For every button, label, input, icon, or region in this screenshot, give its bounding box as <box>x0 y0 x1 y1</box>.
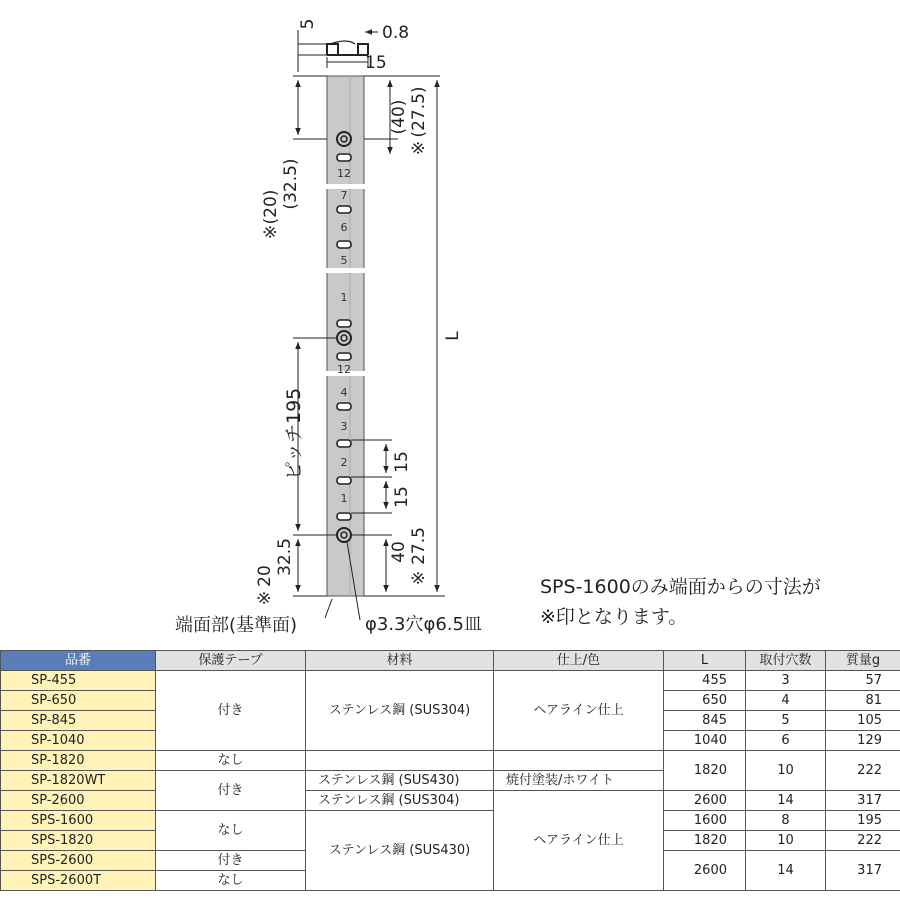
part-number: SP-1040 <box>1 731 156 751</box>
length-cell: 2600 <box>664 791 746 811</box>
dim-pitch: ピッチ195 <box>283 387 305 481</box>
part-number: SP-2600 <box>1 791 156 811</box>
holes-cell: 5 <box>746 711 826 731</box>
mass-cell: 222 <box>826 751 900 791</box>
header-tape: 保護テープ <box>156 651 306 671</box>
dim-first-hole-main: (32.5) <box>281 158 301 210</box>
note-line-1: SPS-1600のみ端面からの寸法が <box>540 576 821 598</box>
holes-cell: 14 <box>746 851 826 891</box>
slot-number: 1 <box>340 291 348 304</box>
finish-cell: ヘアライン仕上 <box>494 791 664 891</box>
tape-cell: なし <box>156 751 306 771</box>
part-number: SP-455 <box>1 671 156 691</box>
dim-bottom-left-main: 32.5 <box>275 538 295 576</box>
holes-cell: 3 <box>746 671 826 691</box>
length-cell: 2600 <box>664 851 746 891</box>
dim-length: L <box>443 331 463 341</box>
part-number: SP-650 <box>1 691 156 711</box>
dim-top-main: (27.5) <box>409 86 429 138</box>
mass-cell: 81 <box>826 691 900 711</box>
holes-cell: 10 <box>746 831 826 851</box>
table-row <box>1 791 900 811</box>
header-part-number: 品番 <box>1 651 156 671</box>
length-cell: 1820 <box>664 751 746 791</box>
tape-cell: 付き <box>156 671 306 751</box>
material-cell <box>306 751 494 771</box>
holes-cell: 8 <box>746 811 826 831</box>
holes-cell: 10 <box>746 751 826 791</box>
note-line-2: ※印となります。 <box>540 606 688 628</box>
mass-cell: 105 <box>826 711 900 731</box>
slot-number: 3 <box>340 420 348 433</box>
header-material: 材料 <box>306 651 494 671</box>
length-cell: 845 <box>664 711 746 731</box>
finish-cell: 焼付塗装/ホワイト <box>494 771 664 791</box>
part-number: SPS-2600 <box>1 851 156 871</box>
header-finish: 仕上/色 <box>494 651 664 671</box>
slot-number: 7 <box>340 189 348 202</box>
length-cell: 650 <box>664 691 746 711</box>
part-number: SP-1820WT <box>1 771 156 791</box>
part-number: SPS-1600 <box>1 811 156 831</box>
dim-top-mark: ※ <box>409 140 429 156</box>
header-length: L <box>664 651 746 671</box>
end-face-label: 端面部(基準面) <box>175 615 298 636</box>
mass-cell: 317 <box>826 851 900 891</box>
mass-cell: 57 <box>826 671 900 691</box>
header-holes: 取付穴数 <box>746 651 826 671</box>
length-cell: 1600 <box>664 811 746 831</box>
material-cell: ステンレス鋼 (SUS430) <box>306 771 494 791</box>
dimension-note <box>540 572 821 632</box>
material-cell: ステンレス鋼 (SUS304) <box>306 791 494 811</box>
dim-bottom-right-alt: 27.5 <box>409 527 429 565</box>
dim-slot-depth: 5 <box>298 18 318 30</box>
slot-number: 12 <box>337 167 351 180</box>
part-number: SP-1820 <box>1 751 156 771</box>
mass-cell: 222 <box>826 831 900 851</box>
length-cell: 1820 <box>664 831 746 851</box>
slot-number: 1 <box>340 492 348 505</box>
table-row <box>1 671 900 691</box>
dim-first-hole-mark: ※ <box>261 224 281 240</box>
dim-width: 15 <box>365 53 387 73</box>
dim-slot-pitch-b: 15 <box>392 486 412 508</box>
dim-thickness: 0.8 <box>382 23 410 43</box>
dim-bottom-left-alt: 20 <box>255 565 275 587</box>
finish-cell <box>494 751 664 771</box>
table-row <box>1 811 900 831</box>
tape-cell: なし <box>156 811 306 851</box>
dim-bottom-right-main: 40 <box>389 541 409 563</box>
slot-number: 6 <box>340 221 348 234</box>
spec-table <box>0 650 900 891</box>
dim-slot-pitch-a: 15 <box>392 451 412 473</box>
hole-label: φ3.3穴φ6.5皿 <box>365 614 482 635</box>
dim-bottom-right-mark: ※ <box>409 570 429 586</box>
slot-number: 12 <box>337 363 351 376</box>
dim-top-alt: (40) <box>389 99 409 135</box>
holes-cell: 14 <box>746 791 826 811</box>
length-cell: 455 <box>664 671 746 691</box>
part-number: SPS-2600T <box>1 871 156 891</box>
mass-cell: 129 <box>826 731 900 751</box>
material-cell: ステンレス鋼 (SUS304) <box>306 671 494 751</box>
tape-cell: 付き <box>156 851 306 871</box>
tape-cell: 付き <box>156 771 306 811</box>
length-cell: 1040 <box>664 731 746 751</box>
rail-cross-section <box>327 41 368 55</box>
slot-number: 2 <box>340 456 348 469</box>
finish-cell: ヘアライン仕上 <box>494 671 664 751</box>
mass-cell: 317 <box>826 791 900 811</box>
part-number: SP-845 <box>1 711 156 731</box>
dim-first-hole-alt: (20) <box>261 189 281 225</box>
table-header-row <box>1 651 900 671</box>
dim-bottom-left-mark: ※ <box>255 590 275 606</box>
slot-number: 4 <box>340 386 348 399</box>
slot-number: 5 <box>340 254 348 267</box>
part-number: SPS-1820 <box>1 831 156 851</box>
mass-cell: 195 <box>826 811 900 831</box>
header-mass: 質量g <box>826 651 900 671</box>
material-cell: ステンレス鋼 (SUS430) <box>306 811 494 891</box>
holes-cell: 6 <box>746 731 826 751</box>
tape-cell: なし <box>156 871 306 891</box>
table-row <box>1 751 900 771</box>
holes-cell: 4 <box>746 691 826 711</box>
